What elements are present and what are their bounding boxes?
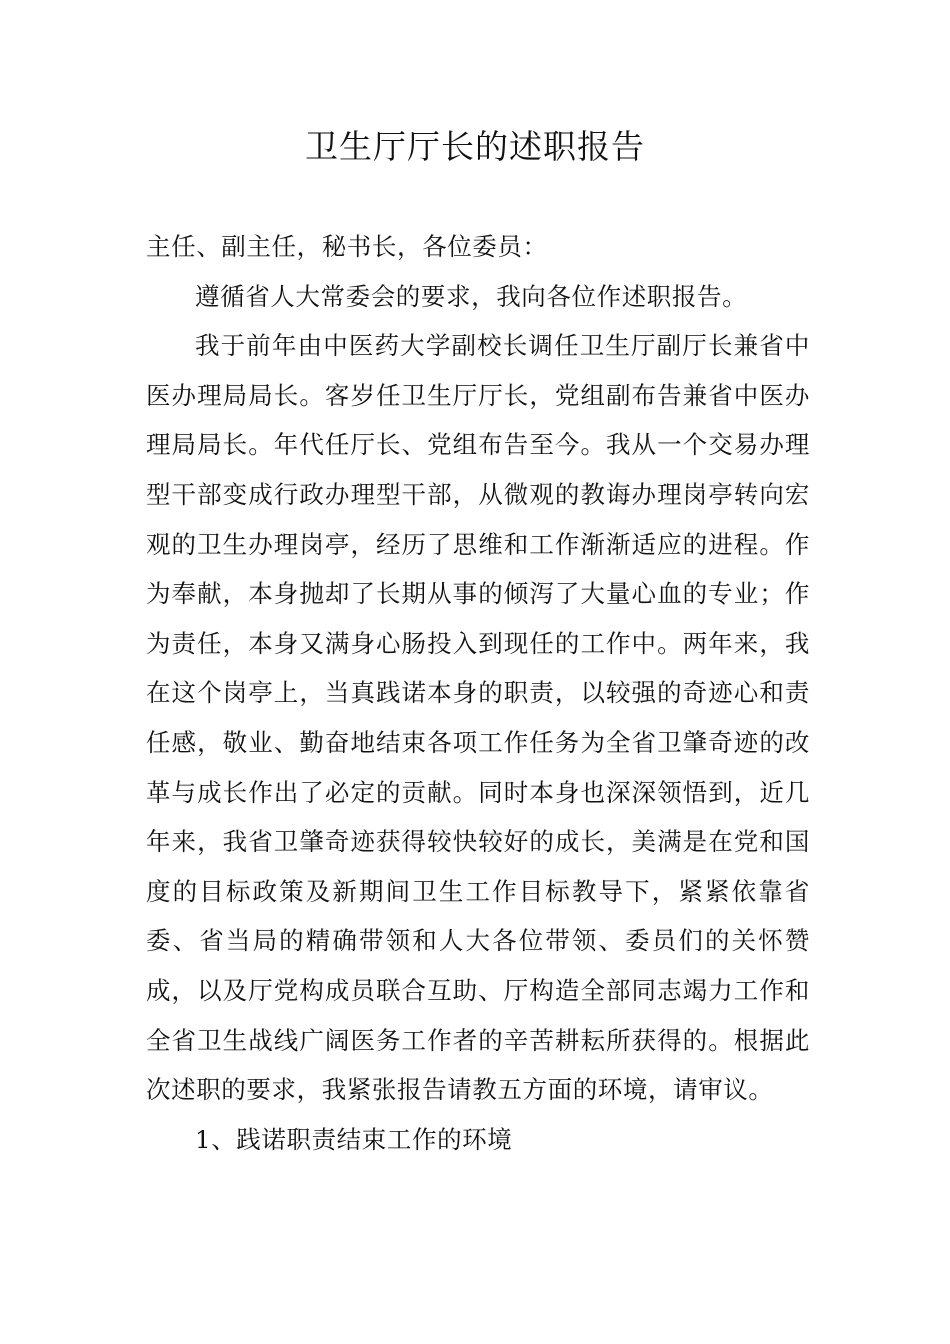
document-title: 卫生厅厅长的述职报告 <box>305 127 645 166</box>
salutation: 主任、副主任，秘书长，各位委员： <box>146 232 548 261</box>
document-body <box>146 222 810 1164</box>
section-heading: 1、践诺职责结束工作的环境 <box>195 1124 513 1154</box>
paragraph-main: 我于前年由中医药大学副校长调任卫生厅副厅长兼省中医办理局局长。客岁任卫生厅厅长，党组副布告兼省中医办理局局长。年代任厅长、党组布告至今。我从一个交易办理型干部变成行政办理型干部，从微观的教诲办理岗亭转向宏观的卫生办理岗亭，经历了思维和工作渐渐适应的进程。作为奉献，本身抛却了长期从事的倾泻了大量心血的专业；作为责任，本身又满身心肠投入到现任的工作中。两年来，我在这个岗亭上，当真践诺本身的职责，以较强的奇迹心和责任感，敬业、勤奋地结束各项工作任务为全省卫肇奇迹的改革与成长作出了必定的贡献。同时本身也深深领悟到，近几年来，我省卫肇奇迹获得较快较好的成长，美满是在党和国度的目标政策及新期间卫生工作目标教导下，紧紧依靠省委、省当局的精确带领和人大各位带领、委员们的关怀赞成，以及厅党构成员联合互助、厅构造全部同志竭力工作和全省卫生战线广阔医务工作者的辛苦耕耘所获得的。根据此次述职的要求，我紧张报告请教五方面的环境，请审议。 <box>146 331 810 1105</box>
paragraph-intro: 遵循省人大常委会的要求，我向各位作述职报告。 <box>195 281 748 311</box>
